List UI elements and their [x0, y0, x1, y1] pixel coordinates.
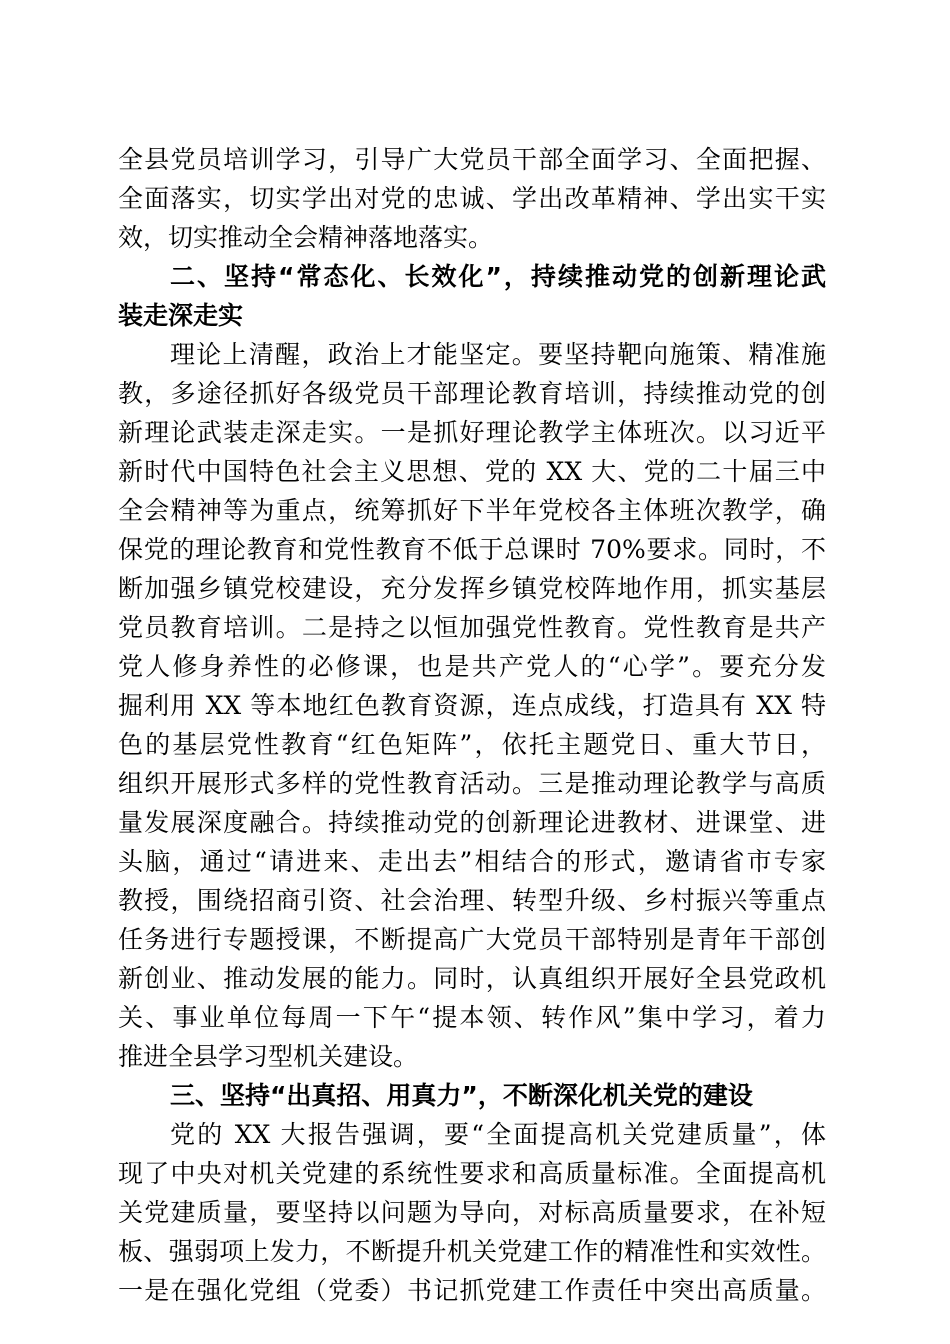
- paragraph: [118, 1115, 826, 1310]
- text-line: 保党的理论教育和党性教育不低于总课时 70%要求。同时，不: [118, 535, 826, 564]
- text-line: 新理论武装走深走实。一是抓好理论教学主体班次。以习近平: [118, 418, 826, 447]
- text-line: 关党建质量，要坚持以问题为导向，对标高质量要求，在补短: [118, 1198, 826, 1227]
- text-line: 新时代中国特色社会主义思想、党的 XX 大、党的二十届三中: [118, 457, 826, 486]
- text-line: 量发展深度融合。持续推动党的创新理论进教材、进课堂、进: [118, 808, 826, 837]
- text-line: 一是在强化党组（党委）书记抓党建工作责任中突出高质量。: [118, 1276, 826, 1305]
- paragraph: [118, 335, 826, 1076]
- text-line: 党的 XX 大报告强调，要“全面提高机关党建质量”，体: [170, 1120, 826, 1149]
- text-line: 推进全县学习型机关建设。: [118, 1042, 419, 1071]
- heading-line: 装走深走实: [118, 301, 244, 330]
- section-heading: [118, 257, 826, 335]
- text-line: 板、强弱项上发力，不断提升机关党建工作的精准性和实效性。: [118, 1237, 826, 1266]
- text-line: 全会精神等为重点，统筹抓好下半年党校各主体班次教学，确: [118, 496, 826, 525]
- text-line: 现了中央对机关党建的系统性要求和高质量标准。全面提高机: [118, 1159, 826, 1188]
- text-line: 党员教育培训。二是持之以恒加强党性教育。党性教育是共产: [118, 613, 826, 642]
- text-line: 断加强乡镇党校建设，充分发挥乡镇党校阵地作用，抓实基层: [118, 574, 826, 603]
- document-body: [118, 140, 826, 1310]
- text-line: 任务进行专题授课，不断提高广大党员干部特别是青年干部创: [118, 925, 826, 954]
- text-line: 关、事业单位每周一下午“提本领、转作风”集中学习，着力: [118, 1003, 826, 1032]
- text-line: 教，多途径抓好各级党员干部理论教育培训，持续推动党的创: [118, 379, 826, 408]
- text-line: 新创业、推动发展的能力。同时，认真组织开展好全县党政机: [118, 964, 826, 993]
- text-line: 党人修身养性的必修课，也是共产党人的“心学”。要充分发: [118, 652, 826, 681]
- text-line: 色的基层党性教育“红色矩阵”，依托主题党日、重大节日，: [118, 730, 826, 759]
- heading-line: 三、坚持“出真招、用真力”，不断深化机关党的建设: [170, 1081, 753, 1110]
- heading-line: 二、坚持“常态化、长效化”，持续推动党的创新理论武: [170, 262, 826, 291]
- section-heading: [118, 1076, 826, 1115]
- text-line: 效，切实推动全会精神落地落实。: [118, 223, 494, 252]
- text-line: 掘利用 XX 等本地红色教育资源，连点成线，打造具有 XX 特: [118, 691, 826, 720]
- text-line: 头脑，通过“请进来、走出去”相结合的形式，邀请省市专家: [118, 847, 826, 876]
- text-line: 理论上清醒，政治上才能坚定。要坚持靶向施策、精准施: [170, 340, 826, 369]
- text-line: 全面落实，切实学出对党的忠诚、学出改革精神、学出实干实: [118, 184, 826, 213]
- text-line: 教授，围绕招商引资、社会治理、转型升级、乡村振兴等重点: [118, 886, 826, 915]
- text-line: 组织开展形式多样的党性教育活动。三是推动理论教学与高质: [118, 769, 826, 798]
- text-line: 全县党员培训学习，引导广大党员干部全面学习、全面把握、: [118, 145, 826, 174]
- paragraph: [118, 140, 826, 257]
